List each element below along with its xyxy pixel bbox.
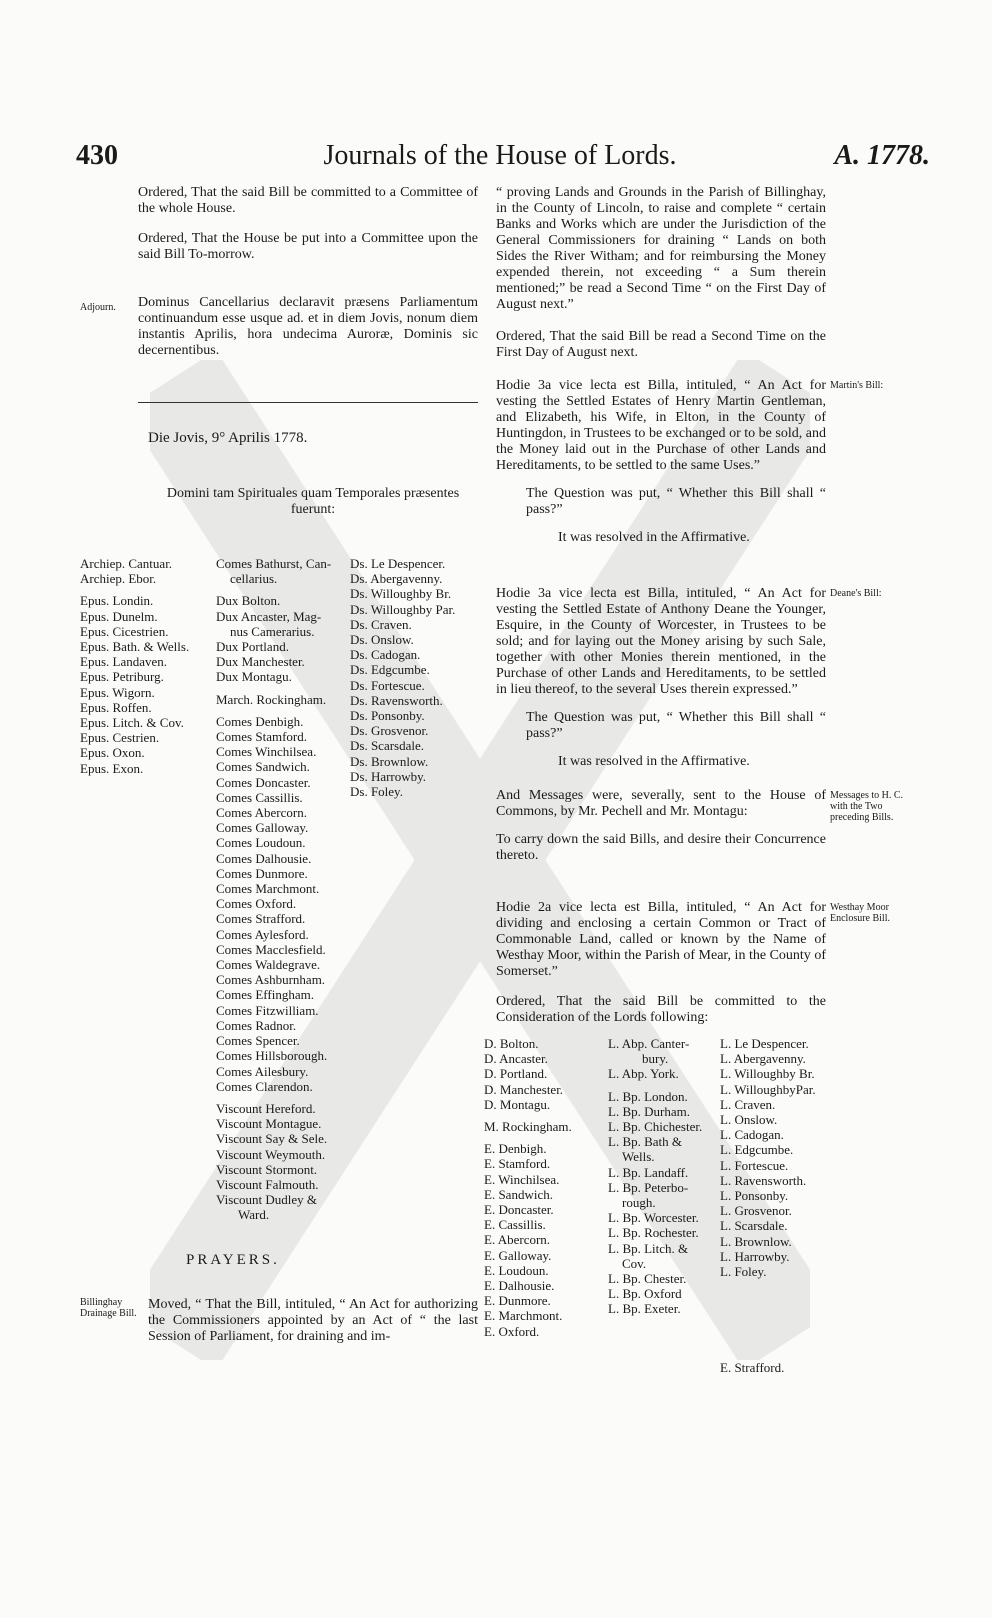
list-item: Ds. Craven.: [350, 616, 412, 632]
list-item: cellarius.: [230, 571, 278, 587]
resolved-2: It was resolved in the Affirmative.: [558, 754, 750, 769]
list-item: Comes Hillsborough.: [216, 1048, 328, 1064]
list-item: L. Bp. Chester.: [608, 1271, 687, 1287]
margin-billinghay: Billinghay Drainage Bill.: [80, 1297, 137, 1319]
list-item: Viscount Montague.: [216, 1116, 322, 1132]
list-item: Dux Portland.: [216, 639, 289, 655]
margin-messages: Messages to H. C. with the Two preceding Bills.: [830, 790, 904, 823]
list-item: E. Denbigh.: [484, 1141, 547, 1157]
list-item: L. Edgcumbe.: [720, 1142, 794, 1158]
list-item: Epus. Wigorn.: [80, 684, 155, 700]
list-item: Epus. Cicestrien.: [80, 623, 169, 639]
westhay-section: [496, 900, 826, 1038]
list-item: Comes Doncaster.: [216, 774, 311, 790]
list-item: Dux Ancaster, Mag-: [216, 608, 322, 624]
list-item: Comes Denbigh.: [216, 713, 304, 729]
list-item: Epus. Cestrien.: [80, 730, 160, 746]
list-item: Comes Sandwich.: [216, 759, 310, 775]
margin-deane: Deane's Bill:: [830, 588, 882, 599]
list-item: Ds. Onslow.: [350, 632, 414, 648]
page-number: 430: [76, 140, 118, 171]
list-item: Ds. Brownlow.: [350, 753, 429, 769]
list-item: Archiep. Ebor.: [80, 571, 157, 587]
list-item: Viscount Say & Sele.: [216, 1131, 328, 1147]
messages-section: [496, 788, 826, 876]
list-item: Ds. Abergavenny.: [350, 571, 443, 587]
list-item: Ds. Edgcumbe.: [350, 662, 430, 678]
list-item: Viscount Hereford.: [216, 1100, 316, 1116]
list-item: L. Bp. Chichester.: [608, 1119, 703, 1135]
moved-text: Moved, “ That the Bill, intituled, “ An Act for authorizing the Commissioners appointed by an Act of “ the last Session of Parliament, for draining and im-: [148, 1297, 478, 1344]
list-item: L. Bp. Rochester.: [608, 1225, 699, 1241]
list-gap: [216, 1094, 346, 1101]
concurrence-text: To carry down the said Bills, and desire their Concurrence thereto.: [496, 832, 826, 863]
list-item: L. Cadogan.: [720, 1127, 784, 1143]
list-item: L. Abp. York.: [608, 1066, 679, 1082]
list-item: Ds. Grosvenor.: [350, 723, 429, 739]
order-committee-lords: Ordered, That the said Bill be committed to the Consideration of the Lords following:: [496, 994, 826, 1025]
list-item: E. Abercorn.: [484, 1232, 551, 1248]
list-item: Comes Marchmont.: [216, 881, 320, 897]
committee-last: E. Strafford.: [720, 1360, 785, 1375]
list-item: Viscount Falmouth.: [216, 1176, 319, 1192]
list-gap: [80, 586, 220, 593]
list-item: E. Dalhousie.: [484, 1278, 555, 1294]
list-item: Ds. Willoughby Br.: [350, 586, 452, 602]
committee-col1: [484, 1036, 604, 1339]
list-item: L. Scarsdale.: [720, 1218, 788, 1234]
list-item: D. Manchester.: [484, 1081, 564, 1097]
date-heading: Die Jovis, 9° Aprilis 1778.: [148, 430, 308, 446]
messages-text: And Messages were, severally, sent to the House of Commons, by Mr. Pechell and Mr. Montagu:: [496, 788, 826, 819]
list-item: E. Winchilsea.: [484, 1171, 560, 1187]
running-title: Journals of the House of Lords.: [323, 140, 677, 171]
martin-section: [496, 378, 826, 558]
list-item: L. WilloughbyPar.: [720, 1081, 816, 1097]
list-item: Ds. Harrowby.: [350, 768, 427, 784]
list-item: L. Grosvenor.: [720, 1203, 792, 1219]
right-column-top: [496, 185, 826, 373]
list-item: Dux Montagu.: [216, 669, 292, 685]
list-item: Ds. Cadogan.: [350, 647, 421, 663]
list-item: Comes Winchilsea.: [216, 744, 317, 760]
margin-martin: Martin's Bill:: [830, 380, 884, 391]
list-item: bury.: [642, 1051, 669, 1067]
list-item: Comes Ashburnham.: [216, 972, 326, 988]
prayers-heading: PRAYERS.: [186, 1252, 280, 1268]
list-item: Epus. Londin.: [80, 593, 154, 609]
page-year: A. 1778.: [834, 140, 930, 171]
list-item: Epus. Roffen.: [80, 699, 152, 715]
list-item: E. Doncaster.: [484, 1202, 554, 1218]
question-put-1: The Question was put, “ Whether this Bill shall “ pass?”: [526, 486, 826, 517]
present-heading: Domini tam Spirituales quam Temporales præsentes fuerunt:: [166, 486, 460, 517]
list-item: Comes Strafford.: [216, 911, 306, 927]
list-item: Comes Loudoun.: [216, 835, 306, 851]
resolved-1: It was resolved in the Affirmative.: [558, 530, 750, 545]
list-item: L. Le Despencer.: [720, 1036, 809, 1051]
list-item: Comes Waldegrave.: [216, 957, 321, 973]
list-item: E. Galloway.: [484, 1247, 552, 1263]
list-item: Ds. Ravensworth.: [350, 692, 443, 708]
list-item: Epus. Bath. & Wells.: [80, 639, 190, 655]
list-item: Comes Oxford.: [216, 896, 297, 912]
list-item: L. Bp. Landaff.: [608, 1164, 689, 1180]
left-column-top: [138, 185, 478, 371]
list-gap: [216, 586, 346, 593]
list-item: Comes Stamford.: [216, 729, 307, 745]
list-item: M. Rockingham.: [484, 1119, 572, 1135]
list-item: Epus. Litch. & Cov.: [80, 715, 184, 731]
list-item: E. Sandwich.: [484, 1186, 553, 1202]
list-item: L. Bp. Oxford: [608, 1286, 682, 1302]
list-item: E. Loudoun.: [484, 1262, 549, 1278]
list-item: Cov.: [622, 1255, 647, 1271]
list-item: Ds. Scarsdale.: [350, 738, 425, 754]
list-item: Ds. Foley.: [350, 784, 403, 800]
committee-col3: [720, 1036, 832, 1279]
list-item: L. Bp. London.: [608, 1088, 688, 1104]
order-committee-whole: Ordered, That the said Bill be committed to a Committee of the whole House.: [138, 185, 478, 216]
list-item: L. Brownlow.: [720, 1233, 792, 1249]
list-item: D. Montagu.: [484, 1096, 551, 1112]
list-item: L. Ponsonby.: [720, 1188, 789, 1204]
question-put-2: The Question was put, “ Whether this Bill shall “ pass?”: [526, 710, 826, 741]
list-item: Dux Bolton.: [216, 593, 281, 609]
list-item: Comes Macclesfield.: [216, 941, 326, 957]
list-item: D. Portland.: [484, 1066, 548, 1082]
list-item: L. Abergavenny.: [720, 1051, 806, 1067]
list-item: Comes Bathurst, Can-: [216, 556, 332, 571]
list-item: L. Craven.: [720, 1096, 776, 1112]
committee-col2: [608, 1036, 726, 1317]
list-item: Comes Clarendon.: [216, 1078, 313, 1094]
martin-bill-text: Hodie 3a vice lecta est Billa, intituled, “ An Act for vesting the Settled Estates of Henry Martin Gentleman, and Elizabeth, his Wife, in Elton, in the County of Huntingdon, in Trustees to be exchanged or to be sold, and the Money laid out in the Purchase of other Lands and Hereditaments, to be settled to the same Uses.”: [496, 378, 826, 473]
list-gap: [216, 685, 346, 692]
list-item: Archiep. Cantuar.: [80, 556, 173, 571]
list-item: E. Oxford.: [484, 1323, 540, 1339]
order-committee-tomorrow: Ordered, That the House be put into a Committee upon the said Bill To-morrow.: [138, 231, 478, 262]
list-item: Epus. Petriburg.: [80, 669, 164, 685]
list-gap: [484, 1134, 604, 1141]
adjournment-text: Dominus Cancellarius declaravit præsens Parliamentum continuandum esse usque ad. et in diem Jovis, nonum diem instantis Aprilis, hora undecima Auroræ, Dominis sic decernentibus.: [138, 295, 478, 358]
list-item: Ds. Le Despencer.: [350, 556, 446, 571]
list-item: L. Fortescue.: [720, 1157, 789, 1173]
list-item: L. Willoughby Br.: [720, 1066, 815, 1082]
list-item: Ward.: [238, 1207, 270, 1223]
list-item: L. Foley.: [720, 1264, 767, 1280]
list-item: Viscount Stormont.: [216, 1161, 318, 1177]
list-gap: [216, 707, 346, 714]
westhay-bill-text: Hodie 2a vice lecta est Billa, intituled, “ An Act for dividing and enclosing a certain Common or Tract of Commonable Land, called or known by the Name of Westhay Moor, within the Parish of Mear, in the County of Somerset.”: [496, 900, 826, 979]
list-item: Wells.: [622, 1149, 655, 1165]
list-item: L. Bp. Bath &: [608, 1134, 683, 1150]
list-item: Comes Dunmore.: [216, 865, 308, 881]
list-item: Viscount Weymouth.: [216, 1146, 326, 1162]
list-item: Ds. Ponsonby.: [350, 708, 425, 724]
list-item: Ds. Willoughby Par.: [350, 601, 456, 617]
list-item: Viscount Dudley &: [216, 1192, 318, 1208]
list-item: E. Marchmont.: [484, 1308, 563, 1324]
list-item: Comes Fitzwilliam.: [216, 1002, 319, 1018]
list-item: rough.: [622, 1195, 656, 1211]
list-item: Epus. Oxon.: [80, 745, 145, 761]
list-item: L. Abp. Canter-: [608, 1036, 690, 1051]
list-item: L. Bp. Peterbo-: [608, 1179, 689, 1195]
list-item: L. Bp. Exeter.: [608, 1301, 681, 1317]
list-item: E. Dunmore.: [484, 1293, 551, 1309]
list-item: Epus. Dunelm.: [80, 608, 158, 624]
deane-bill-text: Hodie 3a vice lecta est Billa, intituled, “ An Act for vesting the Settled Estate of Anthony Deane the Younger, Esquire, in the County of Worcester, in Trustees to be sold; and for laying out the Money arising by such Sale, together with other Monies therein mentioned, in the Purchase of other Lands and Hereditaments, to be settled in lieu thereof, to the several Uses therein expressed.”: [496, 586, 826, 697]
list-item: Comes Aylesford.: [216, 926, 309, 942]
list-item: Comes Radnor.: [216, 1017, 297, 1033]
list-item: nus Camerarius.: [230, 623, 315, 639]
order-second-reading: Ordered, That the said Bill be read a Second Time on the First Day of August next.: [496, 329, 826, 360]
list-item: Ds. Fortescue.: [350, 677, 425, 693]
list-item: L. Harrowby.: [720, 1248, 790, 1264]
page-header: [70, 140, 930, 180]
list-item: L. Bp. Worcester.: [608, 1210, 699, 1226]
list-item: Comes Dalhousie.: [216, 850, 312, 866]
list-item: L. Onslow.: [720, 1112, 778, 1128]
section-rule: [138, 402, 478, 403]
lords-present-col2: [216, 556, 346, 1223]
list-item: Comes Cassillis.: [216, 789, 303, 805]
list-item: D. Bolton.: [484, 1036, 539, 1051]
list-item: E. Stamford.: [484, 1156, 551, 1172]
list-item: D. Ancaster.: [484, 1051, 548, 1067]
margin-westhay: Westhay Moor Enclosure Bill.: [830, 902, 890, 924]
list-item: Comes Galloway.: [216, 820, 309, 836]
list-gap: [608, 1082, 726, 1089]
deane-section: [496, 586, 826, 782]
lords-present-col1: [80, 556, 220, 776]
moved-paragraph: [148, 1297, 478, 1357]
list-item: Epus. Landaven.: [80, 654, 168, 670]
list-item: Comes Abercorn.: [216, 805, 307, 821]
list-item: E. Cassillis.: [484, 1217, 546, 1233]
list-item: Comes Effingham.: [216, 987, 314, 1003]
list-item: L. Bp. Litch. &: [608, 1240, 689, 1256]
list-item: Dux Manchester.: [216, 654, 305, 670]
list-item: Comes Spencer.: [216, 1033, 300, 1049]
list-item: Comes Ailesbury.: [216, 1063, 309, 1079]
list-item: March. Rockingham.: [216, 691, 327, 707]
list-item: Epus. Exon.: [80, 760, 144, 776]
lords-present-col3: [350, 556, 482, 799]
list-item: L. Ravensworth.: [720, 1172, 807, 1188]
list-item: L. Bp. Durham.: [608, 1103, 690, 1119]
list-gap: [484, 1112, 604, 1119]
billinghay-bill-text: “ proving Lands and Grounds in the Parish of Billinghay, in the County of Lincoln, to raise and complete “ certain Banks and Works which are under the Jurisdiction of the General Commissioners for draining “ Lands on both Sides the River Witham; and for reimbursing the Money expended therein, not exceeding “ a Sum therein mentioned;” be read a Second Time “ on the First Day of August next.”: [496, 185, 826, 312]
margin-adjourn: Adjourn.: [80, 302, 116, 313]
